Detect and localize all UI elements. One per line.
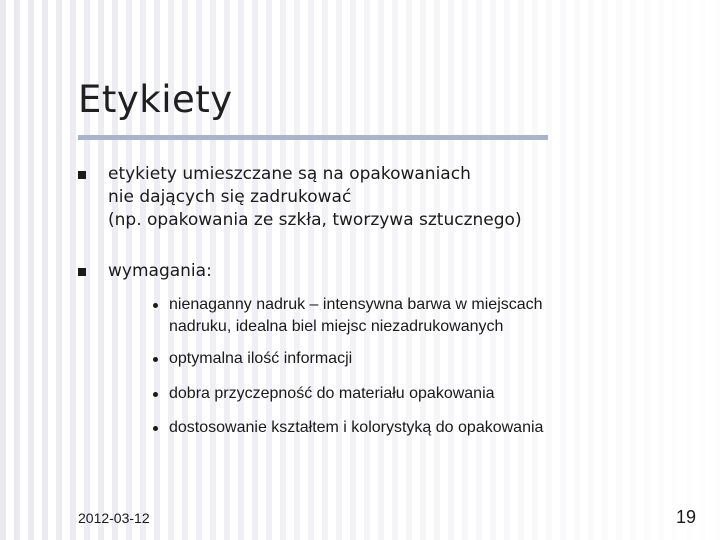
sub-bullet-line: optymalna ilość informacji bbox=[169, 350, 353, 367]
dot-bullet-icon bbox=[153, 303, 158, 308]
bullet-line: wymagania: bbox=[108, 261, 212, 281]
sub-bullet-line: dobra przyczepność do materiału opakowania bbox=[169, 385, 495, 402]
sub-bullet-line: dostosowanie kształtem i kolorystyką do opakowania bbox=[169, 419, 544, 436]
dot-bullet-icon bbox=[153, 357, 158, 362]
square-bullet-icon bbox=[78, 268, 86, 276]
sub-bullet-line: nadruku, idealna biel miejsc niezadrukowanych bbox=[169, 318, 504, 335]
slide-title: Etykiety bbox=[78, 78, 233, 121]
bullet-line: nie dających się zadrukować bbox=[108, 187, 352, 207]
sub-bullet-line: nienaganny nadruk – intensywna barwa w miejscach bbox=[169, 296, 543, 313]
page-number: 19 bbox=[675, 507, 696, 527]
square-bullet-icon bbox=[78, 171, 86, 179]
title-underline bbox=[78, 135, 548, 140]
dot-bullet-icon bbox=[153, 426, 158, 431]
footer-date: 2012-03-12 bbox=[78, 510, 150, 526]
bullet-line: (np. opakowania ze szkła, tworzywa sztucznego) bbox=[108, 210, 522, 230]
dot-bullet-icon bbox=[153, 392, 158, 397]
bullet-line: etykiety umieszczane są na opakowaniach bbox=[108, 164, 471, 184]
